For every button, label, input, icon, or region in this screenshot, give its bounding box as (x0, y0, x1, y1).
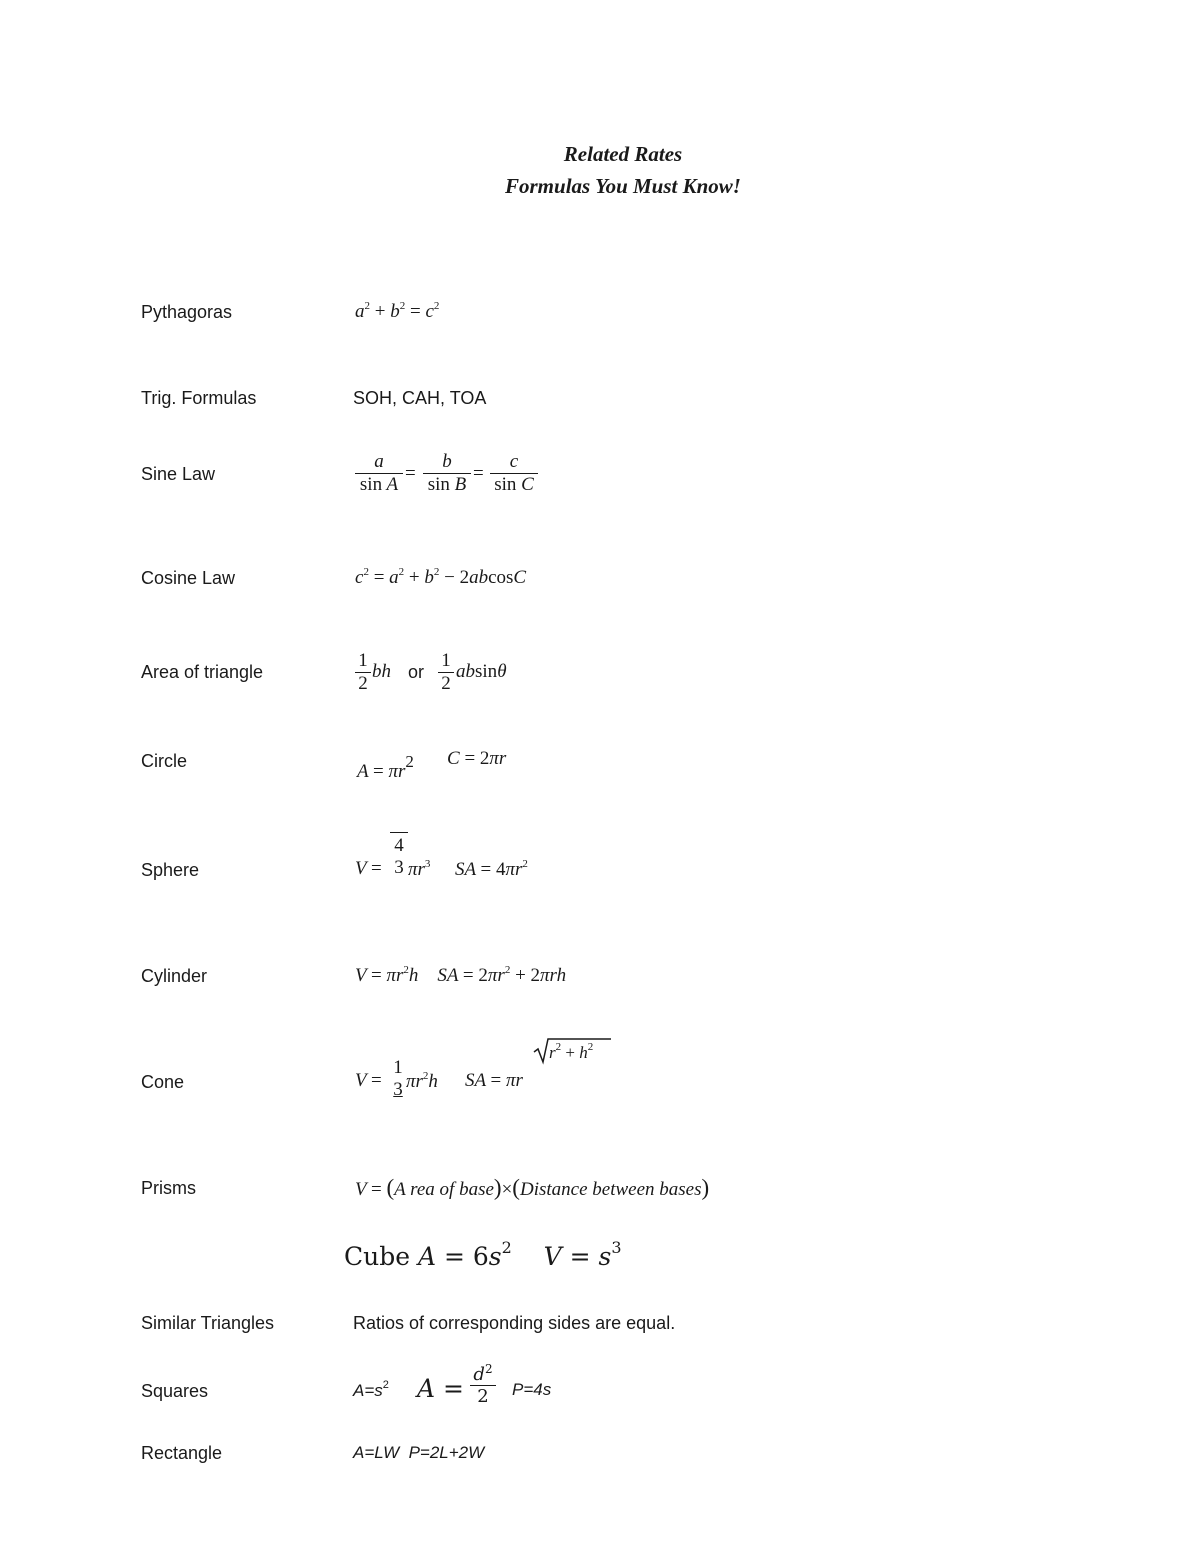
label-squares: Squares (141, 1381, 209, 1401)
formula-pythagoras: $a^2 + b^2 = c^2$ (355, 300, 440, 322)
label-prisms: Prisms (141, 1178, 196, 1198)
label-sphere: Sphere (141, 860, 200, 880)
label-circle: Circle (141, 751, 188, 771)
label-area-triangle: Area of triangle (141, 662, 264, 682)
formula-cosine-law: $c^2 = a^2 + b^2 - 2abcosC$ (355, 566, 527, 588)
formula-circle-area: $A = \pi r^2$ (357, 752, 414, 782)
label-pythagoras: Pythagoras (141, 302, 233, 322)
label-cone: Cone (141, 1072, 185, 1092)
text-similar-triangles: Ratios of corresponding sides are equal. (353, 1313, 676, 1333)
label-cylinder: Cylinder (141, 966, 208, 986)
title-line-1: Related Rates (563, 142, 683, 166)
label-trig: Trig. Formulas (141, 388, 257, 408)
formula-cube: Cube $A = 6s^2$ $V = s^3$ (344, 1238, 622, 1271)
label-similar-triangles: Similar Triangles (141, 1313, 275, 1333)
label-sine-law: Sine Law (141, 464, 216, 484)
or-word: or (408, 662, 425, 682)
formula-rectangle: A=LW P=2L+2W (353, 1443, 485, 1462)
formula-prisms: V = (A rea of base)×(Distance between bases) (355, 1175, 710, 1200)
formula-cylinder: $V = \pi r^2h$ SA = $2\pi r^2 + 2\pi rh$ (355, 964, 567, 986)
label-rectangle: Rectangle (141, 1443, 223, 1463)
formula-circle-circumference: C = 2πr (447, 748, 507, 769)
title-line-2: Formulas You Must Know! (505, 174, 741, 198)
text-trig: SOH, CAH, TOA (353, 388, 487, 408)
label-cosine-law: Cosine Law (141, 568, 236, 588)
